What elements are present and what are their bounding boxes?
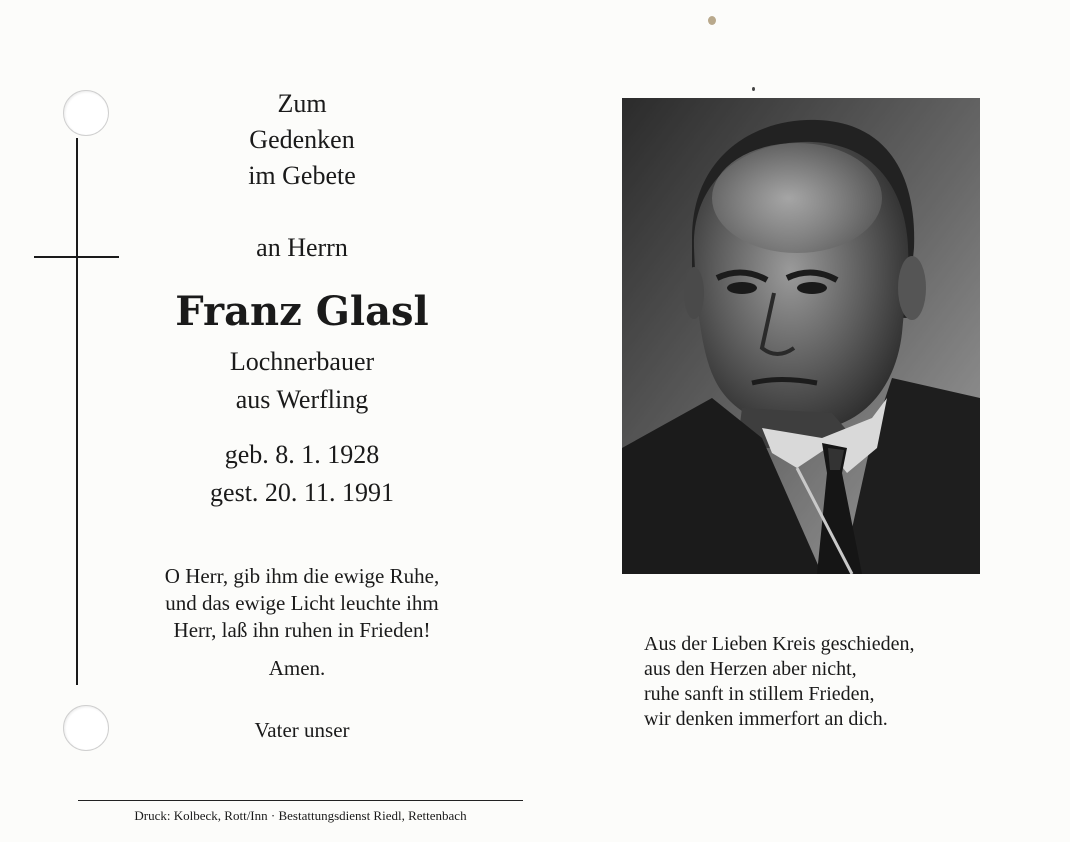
prayer-line-2: und das ewige Licht leuchte ihm [165,591,439,615]
salutation: an Herrn [256,233,348,262]
heading [152,86,452,194]
punch-hole-top [63,90,109,136]
poem [644,632,914,732]
birth-date: geb. 8. 1. 1928 [224,440,380,469]
punch-hole-bottom [63,705,109,751]
poem-line-2: aus den Herzen aber nicht, [644,658,857,680]
printer-credit: Druck: Kolbeck, Rott/Inn · Bestattungsdienst Riedl, Rettenbach [134,808,467,823]
hometown: aus Werfling [235,385,369,414]
heading-line-1: Zum [277,89,327,118]
paper-speck [752,87,755,91]
portrait-icon [622,98,980,574]
prayer-line-3: Herr, laß ihn ruhen in Frieden! [173,618,431,642]
heading-line-3: im Gebete [248,161,356,190]
poem-line-1: Aus der Lieben Kreis geschieden, [644,633,915,655]
heading-line-2: Gedenken [249,125,355,154]
poem-line-4: wir denken immerfort an dich. [644,708,888,730]
deceased-name: Franz Glasl [175,288,429,335]
paper-speck [708,16,716,25]
poem-line-3: ruhe sanft in stillem Frieden, [644,683,875,705]
cross-horizontal-bar [34,256,119,258]
bottom-divider [78,800,523,801]
amen: Amen. [268,656,326,680]
cross-vertical-bar [76,138,78,685]
prayer-text [122,563,482,644]
occupation: Lochnerbauer [229,347,375,376]
vater-unser: Vater unser [254,718,350,742]
portrait-photo [622,98,980,574]
death-date: gest. 20. 11. 1991 [210,478,394,507]
prayer-line-1: O Herr, gib ihm die ewige Ruhe, [164,564,440,588]
